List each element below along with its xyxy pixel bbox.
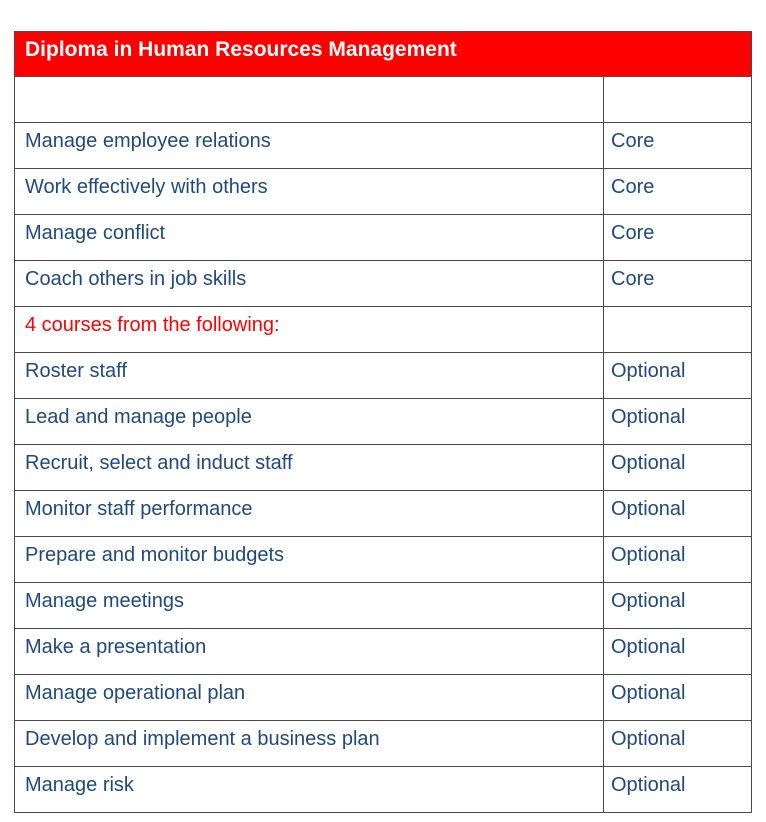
course-name-cell: Manage operational plan [15,675,604,721]
course-type-cell: Core [604,123,752,169]
table-row [15,353,752,399]
course-type-cell [604,307,752,353]
course-type-cell: Core [604,261,752,307]
course-name-cell: Manage employee relations [15,123,604,169]
course-type-cell: Optional [604,353,752,399]
section-label-cell: 4 courses from the following: [15,307,604,353]
table-row [15,215,752,261]
course-name-cell: Develop and implement a business plan [15,721,604,767]
course-type-cell: Core [604,169,752,215]
table-title: Diploma in Human Resources Management [15,32,752,77]
table-row [15,491,752,537]
course-name-cell: Recruit, select and induct staff [15,445,604,491]
table-body [15,77,752,813]
table-header-row [15,32,752,77]
course-type-cell: Core [604,215,752,261]
course-type-cell: Optional [604,491,752,537]
course-name-cell: Manage risk [15,767,604,813]
table-row [15,307,752,353]
course-type-cell: Optional [604,445,752,491]
table-row [15,261,752,307]
table-row [15,721,752,767]
course-type-cell [604,77,752,123]
table-row [15,445,752,491]
table-row [15,767,752,813]
course-type-cell: Optional [604,675,752,721]
course-type-cell: Optional [604,537,752,583]
course-name-cell: Monitor staff performance [15,491,604,537]
course-type-cell: Optional [604,629,752,675]
table-row [15,537,752,583]
table-row [15,583,752,629]
course-type-cell: Optional [604,767,752,813]
table-row [15,123,752,169]
course-type-cell: Optional [604,721,752,767]
course-table [14,31,752,813]
course-type-cell: Optional [604,583,752,629]
course-name-cell: Roster staff [15,353,604,399]
table-row [15,399,752,445]
course-name-cell [15,77,604,123]
course-name-cell: Lead and manage people [15,399,604,445]
course-name-cell: Work effectively with others [15,169,604,215]
table-row [15,77,752,123]
table-row [15,675,752,721]
course-name-cell: Manage conflict [15,215,604,261]
table-row [15,629,752,675]
course-name-cell: Prepare and monitor budgets [15,537,604,583]
table-row [15,169,752,215]
course-type-cell: Optional [604,399,752,445]
course-name-cell: Coach others in job skills [15,261,604,307]
course-name-cell: Make a presentation [15,629,604,675]
course-name-cell: Manage meetings [15,583,604,629]
